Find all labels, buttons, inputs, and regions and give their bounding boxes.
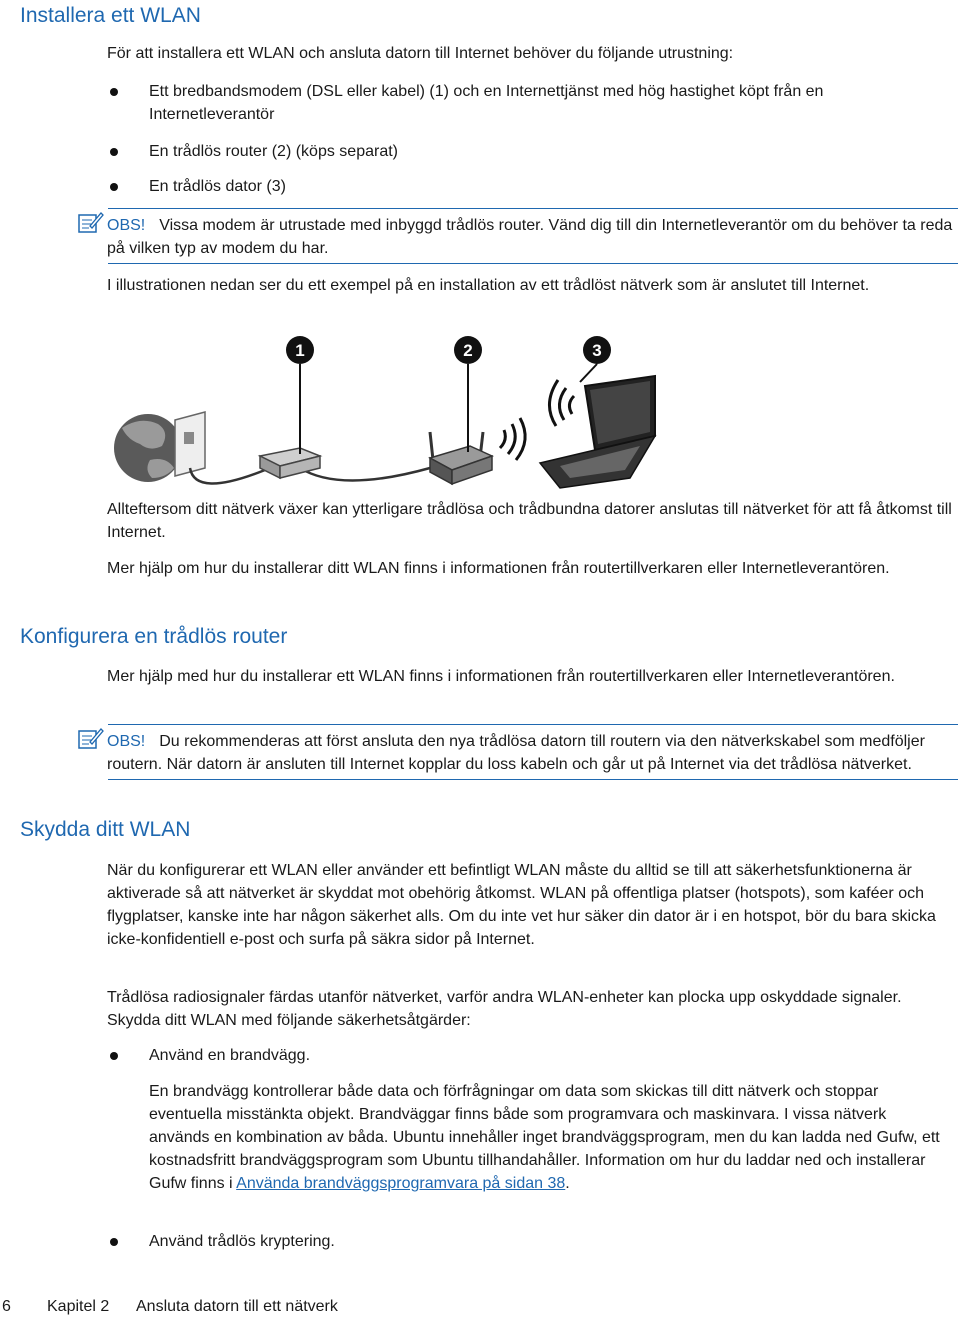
bullet-icon <box>110 88 118 96</box>
note-rule-top <box>108 208 958 209</box>
list-item <box>107 80 952 126</box>
firewall-text <box>149 1080 949 1195</box>
note-label: OBS! <box>107 217 146 234</box>
svg-text:1: 1 <box>295 341 305 360</box>
note-box <box>78 724 958 776</box>
list-item-text: Använd en brandvägg. <box>149 1047 311 1064</box>
chapter-label: Kapitel 2 <box>47 1298 110 1315</box>
install-intro: För att installera ett WLAN och ansluta datorn till Internet behöver du följande utrustning: <box>107 45 734 62</box>
note-pencil-icon <box>78 726 104 750</box>
wifi-waves-icon <box>500 418 525 460</box>
firewall-end: . <box>565 1175 570 1192</box>
svg-text:2: 2 <box>463 341 473 360</box>
firewall-link[interactable]: Använda brandväggsprogramvara på sidan 38 <box>236 1175 566 1192</box>
section-title-install: Installera ett WLAN <box>20 4 201 27</box>
section-title-configure: Konfigurera en trådlös router <box>20 625 288 648</box>
list-item-text: En trådlös dator (3) <box>149 178 286 195</box>
firewall-description: En brandvägg kontrollerar både data och förfrågningar om data som skickas till ditt nätverk och stoppar eventuella misstänkta objekt. Brandväggar finns både som programvara och maskinvara. I vissa nätverk används en kombination av båda. Ubuntu innehåller inget brandväggsprogram, men du kan ladda ned Gufw, ett kostnadsfritt brandväggsprogram som Ubuntu tillhandahåller. Information om hur du laddar ned och installerar Gufw finns i <box>149 1083 940 1192</box>
list-item-text: En trådlös router (2) (köps separat) <box>149 143 398 160</box>
list-item-text: Använd trådlös kryptering. <box>149 1233 335 1250</box>
note-box <box>78 208 958 260</box>
bullet-icon <box>110 148 118 156</box>
configure-help-text: Mer hjälp med hur du installerar ett WLAN finns i informationen från routertillverkaren eller Internetleverantören. <box>107 668 895 685</box>
list-item-text: Ett bredbandsmodem (DSL eller kabel) (1) och en Internettjänst med hög hastighet köpt från en Internetleverantör <box>149 83 824 123</box>
laptop-wifi-waves-icon <box>549 380 574 426</box>
chapter-title: Ansluta datorn till ett nätverk <box>136 1298 338 1315</box>
callout-1 <box>286 336 314 364</box>
callout-3 <box>583 336 611 364</box>
laptop-icon <box>540 376 655 488</box>
globe-icon <box>114 414 182 482</box>
list-item <box>107 140 952 163</box>
note-rule-bottom <box>108 263 958 264</box>
note-body <box>107 724 958 776</box>
network-growth-text: Allteftersom ditt nätverk växer kan ytterligare trådlösa och trådbundna datorer anslutas till nätverket för att få åtkomst till Internet. <box>107 501 952 541</box>
radio-signals-text: Trådlösa radiosignaler färdas utanför nätverket, varför andra WLAN-enheter kan plocka upp oskyddade signaler. Skydda ditt WLAN med följande säkerhetsåtgärder: <box>107 989 902 1029</box>
protect-intro: När du konfigurerar ett WLAN eller använder ett befintligt WLAN måste du alltid se till att säkerhetsfunktionerna är aktiverade så att nätverket är skyddat mot obehörig åtkomst. WLAN på offentliga platser (hotspots), som kaféer och flygplatser, kanske inte har någon säkerhet alls. Om du inte vet hur säker din dator är i en hotspot, bör du bara skicka icke-konfidentiell e-post och surfa på säkra sidor på Internet. <box>107 862 936 948</box>
note-rule-top <box>108 724 958 725</box>
note-body <box>107 208 958 260</box>
note-label: OBS! <box>107 733 146 750</box>
router-icon <box>430 432 492 484</box>
callout-2 <box>454 336 482 364</box>
wall-jack-icon <box>175 412 205 476</box>
note-rule-bottom <box>108 779 958 780</box>
page-number: 6 <box>2 1298 11 1315</box>
list-item <box>107 175 952 198</box>
install-help-text: Mer hjälp om hur du installerar ditt WLAN finns i informationen från routertillverkaren eller Internetleverantören. <box>107 560 890 577</box>
network-illustration <box>100 328 660 493</box>
list-item <box>107 1230 952 1253</box>
list-item <box>107 1044 952 1067</box>
svg-text:3: 3 <box>592 341 602 360</box>
illustration-intro: I illustrationen nedan ser du ett exempel på en installation av ett trådlöst nätverk som är anslutet till Internet. <box>107 277 870 294</box>
note-pencil-icon <box>78 210 104 234</box>
section-title-protect: Skydda ditt WLAN <box>20 818 191 841</box>
bullet-icon <box>110 183 118 191</box>
note-text: Du rekommenderas att först ansluta den nya trådlösa datorn till routern via den nätverkskabel som medföljer routern. När datorn är ansluten till Internet kopplar du loss kabeln och går ut på Internet via det trådlösa nätverket. <box>107 733 925 773</box>
bullet-icon <box>110 1238 118 1246</box>
note-text: Vissa modem är utrustade med inbyggd trådlös router. Vänd dig till din Internetleverantör om du behöver ta reda på vilken typ av modem du har. <box>107 217 953 257</box>
bullet-icon <box>110 1052 118 1060</box>
